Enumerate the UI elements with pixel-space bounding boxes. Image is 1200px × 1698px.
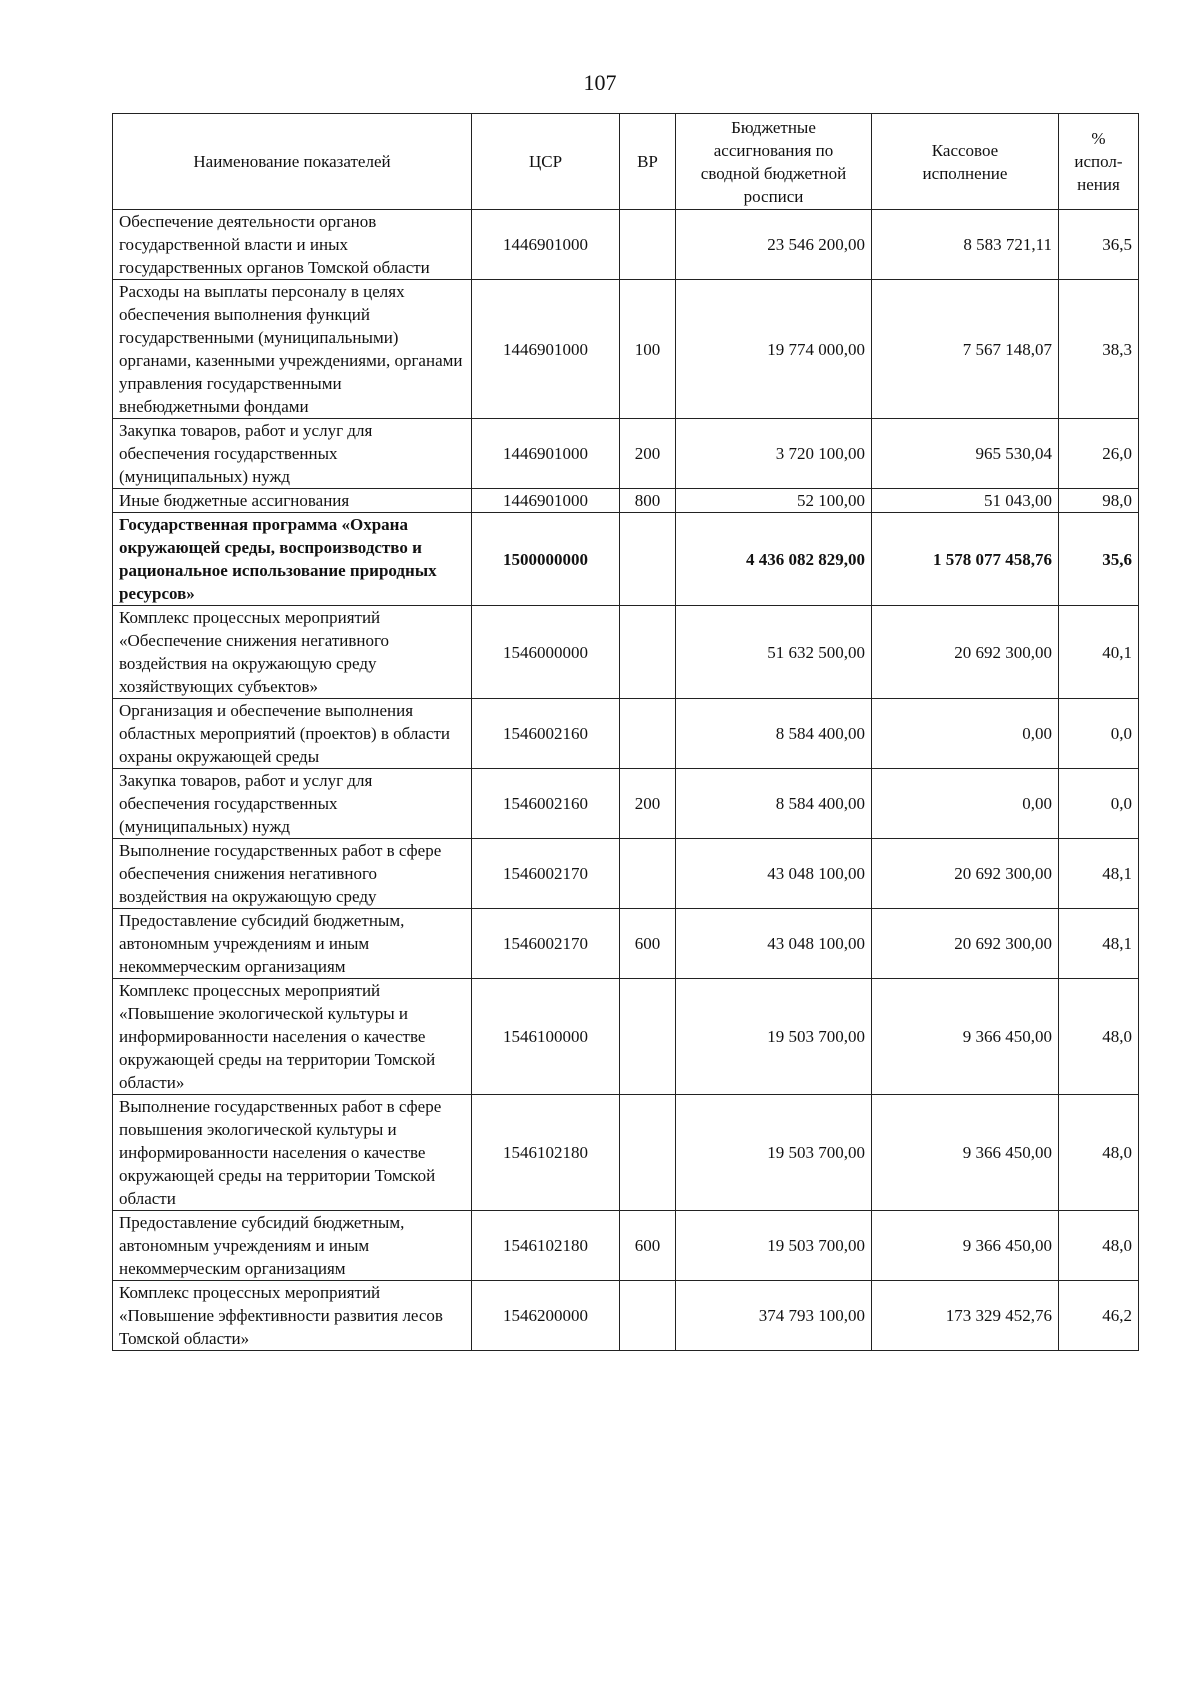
row-csr-code: 1546002170 — [472, 839, 620, 909]
row-cash-execution: 0,00 — [872, 769, 1059, 839]
table-row — [113, 979, 1139, 1095]
table-row — [113, 280, 1139, 419]
table-row — [113, 839, 1139, 909]
header-csr: ЦСР — [472, 114, 620, 210]
table-row — [113, 419, 1139, 489]
row-cash-execution: 51 043,00 — [872, 489, 1059, 513]
row-budget-allocation: 374 793 100,00 — [676, 1281, 872, 1351]
table-row — [113, 1095, 1139, 1211]
row-budget-allocation: 51 632 500,00 — [676, 606, 872, 699]
row-vr-code — [620, 1095, 676, 1211]
table-row — [113, 489, 1139, 513]
row-cash-execution: 9 366 450,00 — [872, 979, 1059, 1095]
row-name: Организация и обеспечение выполнения областных мероприятий (проектов) в области охраны окружающей среды — [113, 699, 472, 769]
row-cash-execution: 0,00 — [872, 699, 1059, 769]
row-vr-code: 100 — [620, 280, 676, 419]
row-csr-code: 1546100000 — [472, 979, 620, 1095]
table-row — [113, 1211, 1139, 1281]
row-cash-execution: 20 692 300,00 — [872, 909, 1059, 979]
row-name: Обеспечение деятельности органов государственной власти и иных государственных органов Томской области — [113, 210, 472, 280]
row-csr-code: 1500000000 — [472, 513, 620, 606]
row-vr-code — [620, 1281, 676, 1351]
row-vr-code — [620, 979, 676, 1095]
row-name: Выполнение государственных работ в сфере обеспечения снижения негативного воздействия на окружающую среду — [113, 839, 472, 909]
row-budget-allocation: 19 774 000,00 — [676, 280, 872, 419]
row-budget-allocation: 4 436 082 829,00 — [676, 513, 872, 606]
row-name: Иные бюджетные ассигнования — [113, 489, 472, 513]
row-vr-code: 600 — [620, 909, 676, 979]
table-row — [113, 210, 1139, 280]
row-budget-allocation: 19 503 700,00 — [676, 979, 872, 1095]
table-header-row — [113, 114, 1139, 210]
row-execution-percent: 40,1 — [1059, 606, 1139, 699]
row-cash-execution: 20 692 300,00 — [872, 606, 1059, 699]
row-vr-code: 200 — [620, 769, 676, 839]
row-csr-code: 1446901000 — [472, 489, 620, 513]
row-execution-percent: 48,0 — [1059, 1095, 1139, 1211]
row-cash-execution: 9 366 450,00 — [872, 1211, 1059, 1281]
row-cash-execution: 1 578 077 458,76 — [872, 513, 1059, 606]
row-name: Расходы на выплаты персоналу в целях обеспечения выполнения функций государственными (муниципальными) органами, казенными учреждениями, органами управления государственными внебюджетными фондами — [113, 280, 472, 419]
row-name: Государственная программа «Охрана окружающей среды, воспроизводство и рациональное использование природных ресурсов» — [113, 513, 472, 606]
row-budget-allocation: 23 546 200,00 — [676, 210, 872, 280]
row-budget-allocation: 43 048 100,00 — [676, 909, 872, 979]
row-execution-percent: 48,0 — [1059, 979, 1139, 1095]
row-vr-code — [620, 839, 676, 909]
row-execution-percent: 48,1 — [1059, 909, 1139, 979]
row-execution-percent: 36,5 — [1059, 210, 1139, 280]
table-row — [113, 909, 1139, 979]
row-csr-code: 1546102180 — [472, 1211, 620, 1281]
row-name: Комплекс процессных мероприятий «Повышение экологической культуры и информированности населения о качестве окружающей среды на территории Томской области» — [113, 979, 472, 1095]
row-vr-code — [620, 606, 676, 699]
row-budget-allocation: 43 048 100,00 — [676, 839, 872, 909]
row-cash-execution: 8 583 721,11 — [872, 210, 1059, 280]
row-execution-percent: 0,0 — [1059, 769, 1139, 839]
row-name: Предоставление субсидий бюджетным, автономным учреждениям и иным некоммерческим организациям — [113, 1211, 472, 1281]
row-csr-code: 1546002160 — [472, 699, 620, 769]
table-body — [113, 210, 1139, 1351]
row-cash-execution: 9 366 450,00 — [872, 1095, 1059, 1211]
row-cash-execution: 7 567 148,07 — [872, 280, 1059, 419]
row-execution-percent: 48,0 — [1059, 1211, 1139, 1281]
page-number: 107 — [583, 70, 617, 95]
row-csr-code: 1546002160 — [472, 769, 620, 839]
row-vr-code — [620, 513, 676, 606]
row-execution-percent: 38,3 — [1059, 280, 1139, 419]
table-row — [113, 513, 1139, 606]
row-execution-percent: 26,0 — [1059, 419, 1139, 489]
row-name: Комплекс процессных мероприятий «Повышение эффективности развития лесов Томской области» — [113, 1281, 472, 1351]
row-execution-percent: 46,2 — [1059, 1281, 1139, 1351]
header-budget: Бюджетные ассигнования по сводной бюджетной росписи — [676, 114, 872, 210]
row-execution-percent: 98,0 — [1059, 489, 1139, 513]
header-vr: ВР — [620, 114, 676, 210]
table-row — [113, 769, 1139, 839]
row-cash-execution: 173 329 452,76 — [872, 1281, 1059, 1351]
row-name: Комплекс процессных мероприятий «Обеспечение снижения негативного воздействия на окружающую среду хозяйствующих субъектов» — [113, 606, 472, 699]
row-budget-allocation: 8 584 400,00 — [676, 699, 872, 769]
row-name: Закупка товаров, работ и услуг для обеспечения государственных (муниципальных) нужд — [113, 769, 472, 839]
row-budget-allocation: 19 503 700,00 — [676, 1095, 872, 1211]
row-csr-code: 1446901000 — [472, 210, 620, 280]
header-percent: % испол-нения — [1059, 114, 1139, 210]
row-vr-code: 600 — [620, 1211, 676, 1281]
row-name: Закупка товаров, работ и услуг для обеспечения государственных (муниципальных) нужд — [113, 419, 472, 489]
header-cash: Кассовое исполнение — [872, 114, 1059, 210]
row-name: Предоставление субсидий бюджетным, автономным учреждениям и иным некоммерческим организациям — [113, 909, 472, 979]
row-vr-code — [620, 210, 676, 280]
row-csr-code: 1546002170 — [472, 909, 620, 979]
row-csr-code: 1446901000 — [472, 419, 620, 489]
row-budget-allocation: 3 720 100,00 — [676, 419, 872, 489]
row-name: Выполнение государственных работ в сфере повышения экологической культуры и информированности населения о качестве окружающей среды на территории Томской области — [113, 1095, 472, 1211]
budget-execution-table — [112, 113, 1139, 1351]
row-budget-allocation: 8 584 400,00 — [676, 769, 872, 839]
row-budget-allocation: 52 100,00 — [676, 489, 872, 513]
table-row — [113, 699, 1139, 769]
row-execution-percent: 48,1 — [1059, 839, 1139, 909]
row-execution-percent: 0,0 — [1059, 699, 1139, 769]
row-vr-code: 200 — [620, 419, 676, 489]
row-vr-code — [620, 699, 676, 769]
row-csr-code: 1546102180 — [472, 1095, 620, 1211]
row-csr-code: 1546200000 — [472, 1281, 620, 1351]
row-budget-allocation: 19 503 700,00 — [676, 1211, 872, 1281]
table-row — [113, 606, 1139, 699]
row-execution-percent: 35,6 — [1059, 513, 1139, 606]
header-name: Наименование показателей — [113, 114, 472, 210]
row-cash-execution: 965 530,04 — [872, 419, 1059, 489]
row-vr-code: 800 — [620, 489, 676, 513]
row-csr-code: 1446901000 — [472, 280, 620, 419]
row-csr-code: 1546000000 — [472, 606, 620, 699]
table-row — [113, 1281, 1139, 1351]
row-cash-execution: 20 692 300,00 — [872, 839, 1059, 909]
